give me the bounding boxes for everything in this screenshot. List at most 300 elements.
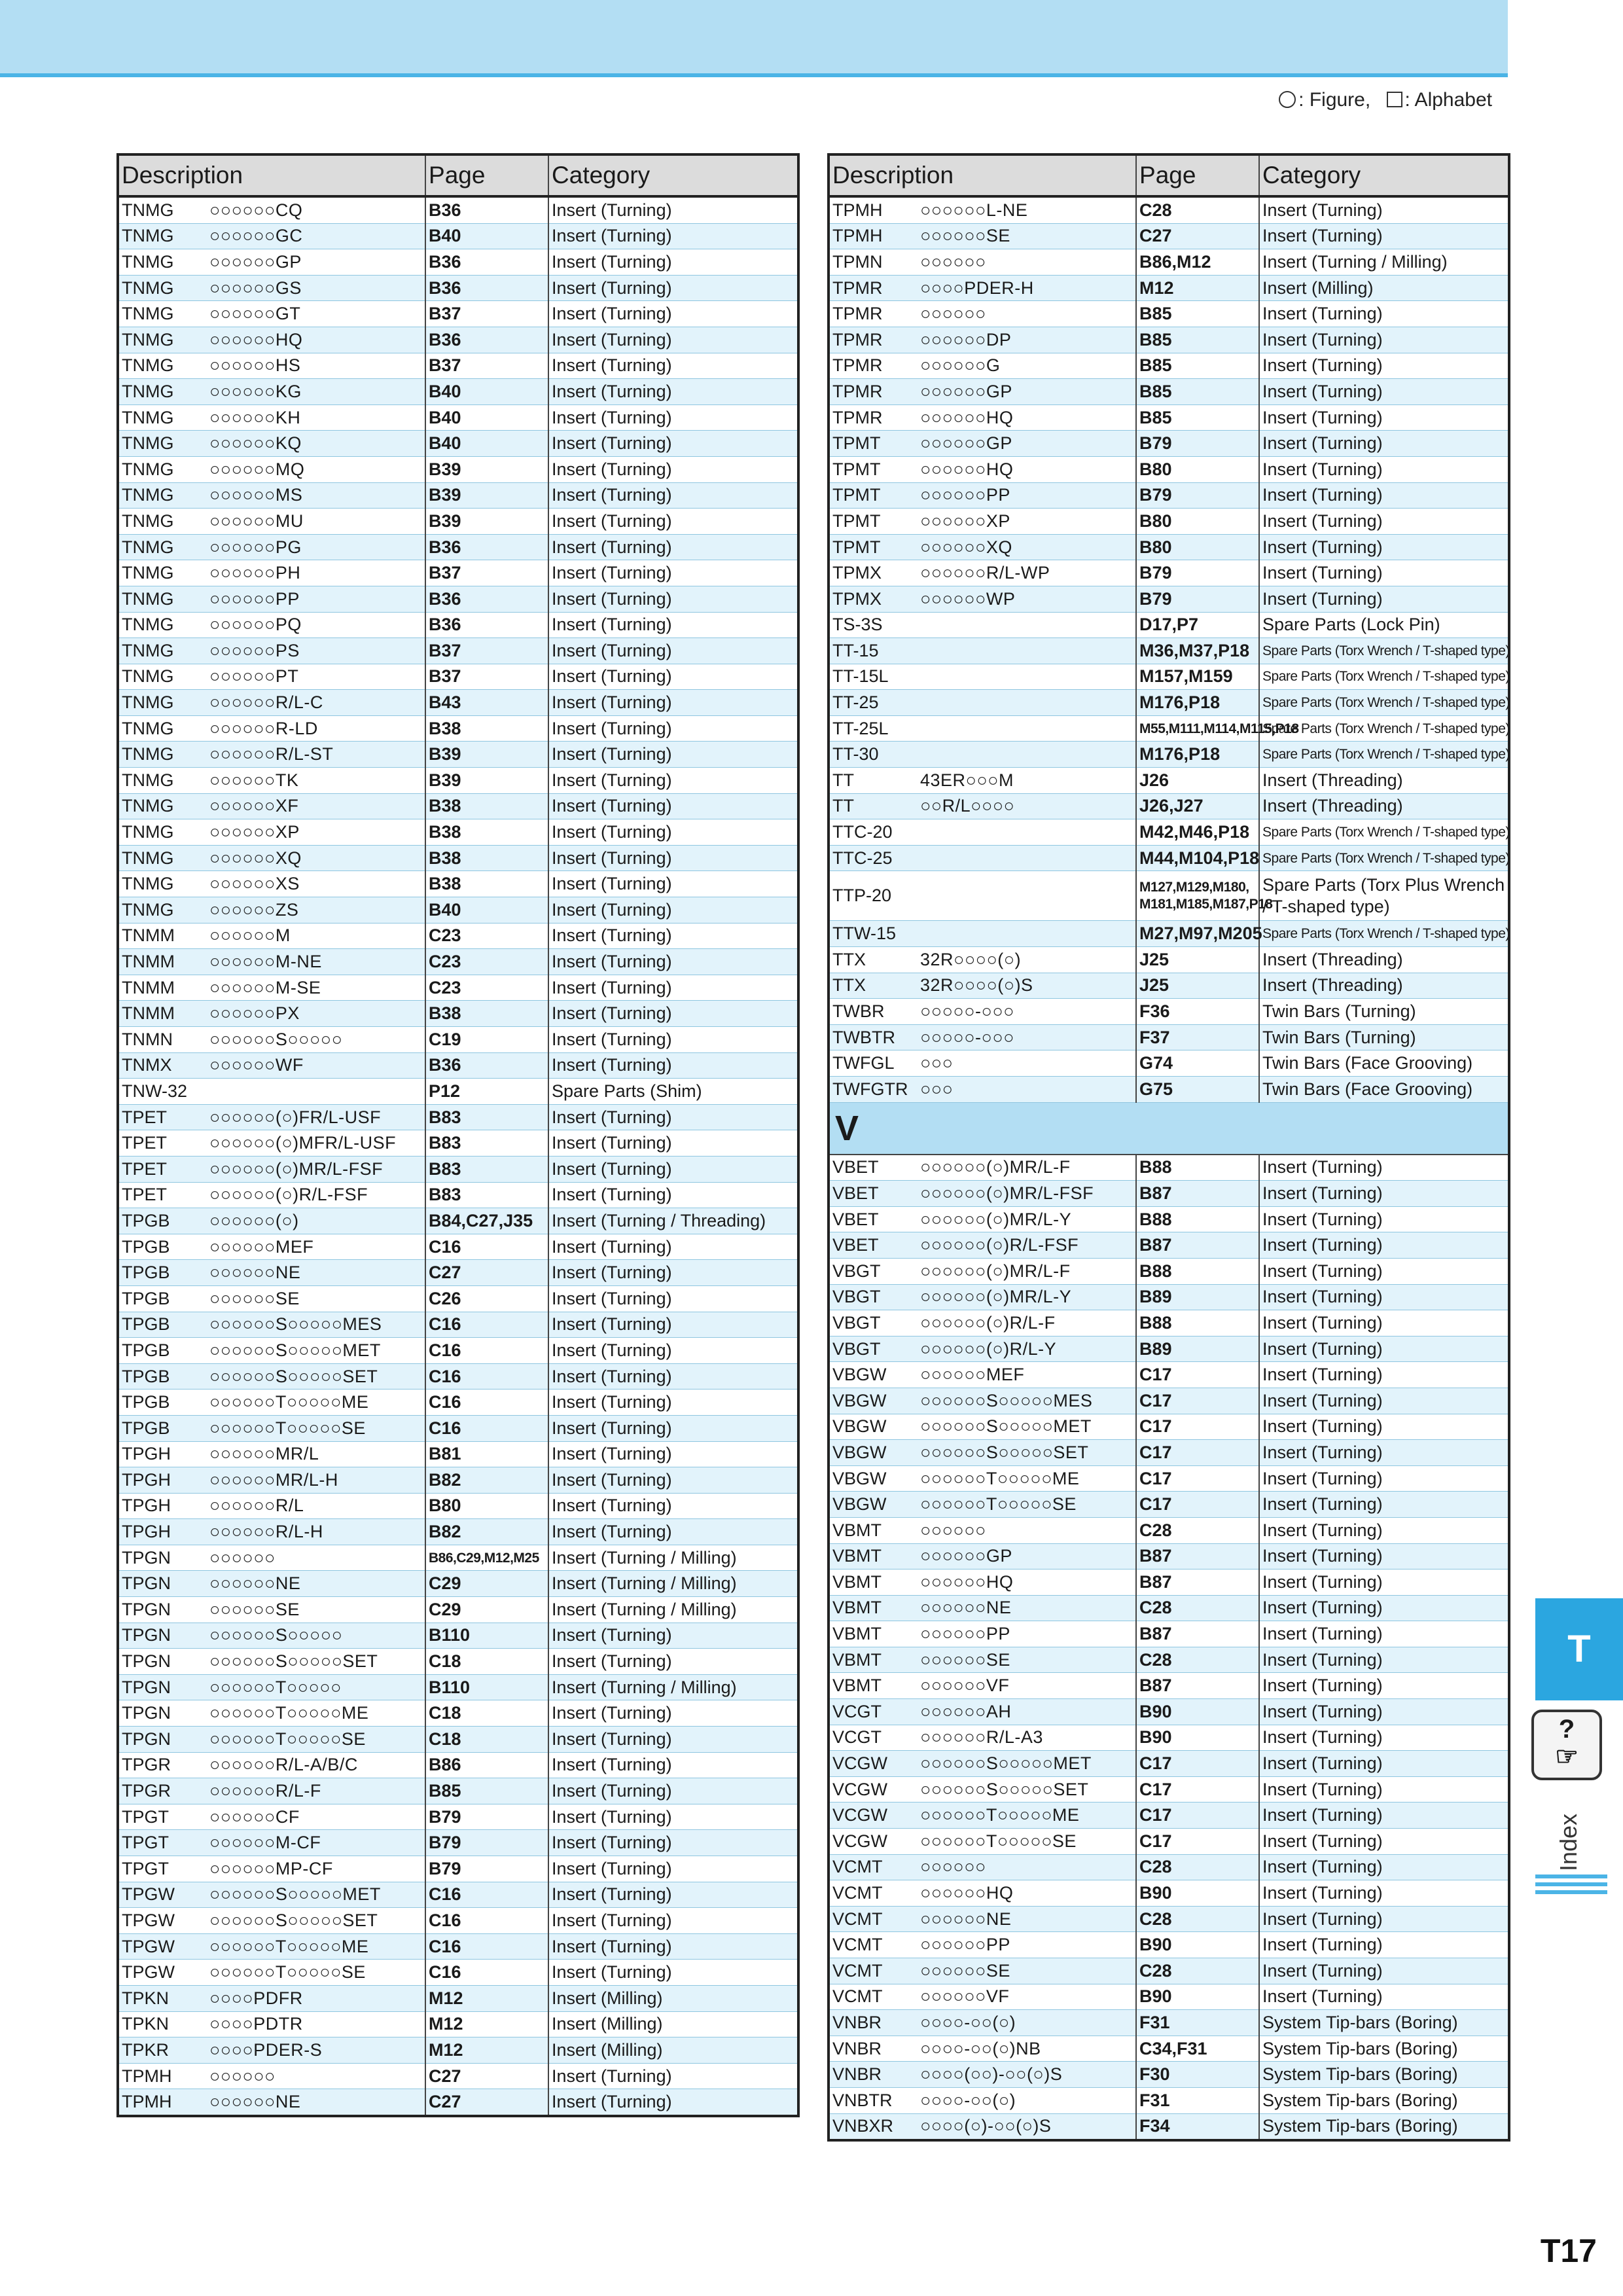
item-page: C29 (425, 1571, 548, 1597)
table-row (829, 1492, 1509, 1518)
table-row (829, 2113, 1509, 2140)
header-description: Description (118, 154, 425, 196)
item-suffix: ○○○○○○ (920, 1517, 1136, 1543)
item-code: VBGW (829, 1414, 920, 1440)
item-code: VBET (829, 1206, 920, 1232)
item-suffix: ○○○○○○CQ (209, 196, 425, 223)
item-suffix: ○○○○○○(○)FR/L-USF (209, 1104, 425, 1130)
item-suffix: ○○○○○○ZS (209, 897, 425, 924)
legend-alphabet: : Alphabet (1404, 89, 1492, 111)
item-page: C28 (1136, 1958, 1259, 1984)
item-suffix: ○○○○○○SE (920, 1647, 1136, 1673)
help-icon[interactable] (1531, 1710, 1602, 1780)
table-row (118, 431, 798, 457)
item-code: TNMM (118, 949, 209, 975)
item-page: G74 (1136, 1050, 1259, 1077)
item-page: B79 (1136, 482, 1259, 509)
item-suffix: ○○○○○○GP (920, 1543, 1136, 1570)
item-code: TNMG (118, 845, 209, 871)
item-suffix: ○○○○○○ (209, 2063, 425, 2089)
table-row (118, 742, 798, 768)
item-category: Spare Parts (Torx Wrench / T-shaped type) (1259, 742, 1509, 768)
item-category: Insert (Turning) (1259, 1699, 1509, 1725)
item-suffix: ○○○○○○S○○○○○SET (920, 1776, 1136, 1803)
item-page: B39 (425, 482, 548, 509)
table-row (118, 1390, 798, 1416)
item-page: C28 (1136, 1854, 1259, 1880)
header-band (0, 0, 1508, 73)
item-category: Spare Parts (Torx Wrench / T-shaped type) (1259, 715, 1509, 742)
item-suffix: ○○○○○○R/L-C (209, 690, 425, 716)
item-page: B83 (425, 1156, 548, 1182)
item-category: Spare Parts (Torx Wrench / T-shaped type) (1259, 921, 1509, 947)
item-code: TPGH (118, 1441, 209, 1467)
item-category: Insert (Turning) (1259, 1854, 1509, 1880)
table-row (829, 1465, 1509, 1492)
item-suffix: ○○R/L○○○○ (920, 793, 1136, 819)
item-category: Spare Parts (Lock Pin) (1259, 612, 1509, 638)
item-code: VBGT (829, 1310, 920, 1336)
table-row (829, 973, 1509, 999)
item-code: TNMG (118, 897, 209, 924)
table-row (118, 404, 798, 431)
item-suffix: ○○○○○○PG (209, 534, 425, 560)
table-row (118, 949, 798, 975)
circle-icon (1279, 91, 1296, 108)
item-code: TPGN (118, 1674, 209, 1700)
item-page: B84,C27,J35 (425, 1208, 548, 1234)
item-page: C18 (425, 1727, 548, 1753)
item-category: Insert (Threading) (1259, 768, 1509, 794)
item-page: C29 (425, 1597, 548, 1623)
table-row (829, 921, 1509, 947)
item-code: TS-3S (829, 612, 920, 638)
item-page: B38 (425, 845, 548, 871)
table-row (829, 1517, 1509, 1543)
item-code: VNBR (829, 2036, 920, 2062)
item-page: B85 (425, 1778, 548, 1804)
item-page: C16 (425, 1312, 548, 1338)
item-category: Insert (Turning) (1259, 1284, 1509, 1310)
item-page: B36 (425, 275, 548, 301)
section-letter: V (829, 1102, 1509, 1155)
item-suffix: ○○○○(○)-○○(○)S (920, 2113, 1136, 2140)
item-suffix: ○○○○○○ (920, 301, 1136, 327)
item-code: TT-25 (829, 690, 920, 716)
item-page: C16 (425, 1960, 548, 1986)
item-category: Insert (Turning) (1259, 482, 1509, 509)
item-category: Spare Parts (Torx Wrench / T-shaped type) (1259, 638, 1509, 664)
item-page: B36 (425, 196, 548, 223)
table-row (829, 379, 1509, 405)
table-row (118, 1130, 798, 1157)
table-row (829, 947, 1509, 973)
table-row (118, 1933, 798, 1960)
item-page: B88 (1136, 1206, 1259, 1232)
item-page: G75 (1136, 1077, 1259, 1103)
item-code: TPGB (118, 1338, 209, 1364)
item-suffix: ○○○○○○GC (209, 223, 425, 249)
item-category: Insert (Turning) (548, 1752, 798, 1778)
item-code: TPMH (829, 223, 920, 249)
item-category: Insert (Turning) (548, 1363, 798, 1390)
item-code: TT (829, 793, 920, 819)
table-row (829, 819, 1509, 846)
item-suffix: ○○○○○○(○)MR/L-FSF (920, 1181, 1136, 1207)
item-code: TPGN (118, 1700, 209, 1727)
item-suffix: ○○○○PDER-S (209, 2037, 425, 2064)
table-row (118, 612, 798, 638)
item-page: C16 (425, 1933, 548, 1960)
item-code: TTC-20 (829, 819, 920, 846)
section-tab-t[interactable]: T (1535, 1598, 1623, 1700)
item-page: B36 (425, 612, 548, 638)
item-code: TNMM (118, 975, 209, 1001)
item-page: B81 (425, 1441, 548, 1467)
item-code: TPGW (118, 1908, 209, 1934)
item-code: TPGB (118, 1390, 209, 1416)
table-row (829, 742, 1509, 768)
item-suffix: ○○○○○○VF (920, 1984, 1136, 2010)
item-code: TPGB (118, 1285, 209, 1312)
item-code: TNMG (118, 275, 209, 301)
table-header-row (118, 154, 798, 196)
table-row (118, 768, 798, 794)
item-category: Insert (Turning) (548, 456, 798, 482)
item-suffix: ○○○○○○SE (209, 1597, 425, 1623)
item-suffix: ○○○○○○T○○○○○ME (920, 1465, 1136, 1492)
item-code: TNMG (118, 715, 209, 742)
item-code: TTP-20 (829, 871, 920, 921)
table-row (118, 379, 798, 405)
item-code: TPGB (118, 1208, 209, 1234)
table-row (829, 999, 1509, 1025)
item-suffix: 32R○○○○(○) (920, 947, 1136, 973)
item-page: M12 (425, 2011, 548, 2037)
header-band-line (0, 73, 1508, 77)
table-row (118, 1156, 798, 1182)
item-suffix: 32R○○○○(○)S (920, 973, 1136, 999)
item-code: TNMG (118, 871, 209, 897)
item-code: TPGN (118, 1727, 209, 1753)
item-suffix: ○○○○○○MQ (209, 456, 425, 482)
item-code: TNMG (118, 431, 209, 457)
table-row (118, 456, 798, 482)
item-suffix: ○○○○○○VF (920, 1673, 1136, 1699)
item-page: B36 (425, 327, 548, 353)
table-row (829, 1880, 1509, 1907)
item-page: C17 (1136, 1776, 1259, 1803)
table-row (829, 690, 1509, 716)
item-category: Insert (Turning) (548, 379, 798, 405)
item-category: Insert (Turning) (548, 1441, 798, 1467)
item-code: VCMT (829, 1932, 920, 1958)
pointing-hand-icon: ☞ (1555, 1742, 1578, 1771)
item-suffix: ○○○○○○PP (209, 586, 425, 612)
item-suffix: ○○○○○○T○○○○○ME (209, 1700, 425, 1727)
item-category: Insert (Turning) (548, 2063, 798, 2089)
item-category: Insert (Turning) (1259, 1829, 1509, 1855)
item-category: Insert (Turning) (548, 1260, 798, 1286)
item-page: B43 (425, 690, 548, 716)
item-category: Insert (Turning) (1259, 509, 1509, 535)
item-suffix: ○○○○○○R/L-ST (209, 742, 425, 768)
item-page: C17 (1136, 1440, 1259, 1466)
item-page: C27 (1136, 223, 1259, 249)
table-row (118, 1234, 798, 1260)
question-mark: ? (1558, 1715, 1575, 1744)
item-code: TPKN (118, 2011, 209, 2037)
item-code: TPGR (118, 1778, 209, 1804)
item-code: TPGT (118, 1830, 209, 1856)
item-suffix: ○○○○○○SE (209, 1285, 425, 1312)
item-code: TNMG (118, 196, 209, 223)
item-code: VNBR (829, 2062, 920, 2088)
item-code: TNMN (118, 1027, 209, 1053)
item-page: B89 (1136, 1336, 1259, 1362)
item-category: Insert (Turning / Milling) (548, 1571, 798, 1597)
item-page: C27 (425, 2089, 548, 2116)
table-row (118, 2063, 798, 2089)
item-code: TNMX (118, 1052, 209, 1079)
item-suffix: ○○○○○○HQ (920, 456, 1136, 482)
item-category: Insert (Turning) (548, 1027, 798, 1053)
table-row (829, 1336, 1509, 1362)
item-suffix (920, 819, 1136, 846)
item-suffix: ○○○○○○(○)MR/L-Y (920, 1206, 1136, 1232)
table-row (118, 2037, 798, 2064)
table-row (829, 249, 1509, 276)
item-category: Insert (Turning) (1259, 1880, 1509, 1907)
table-row (829, 456, 1509, 482)
header-page: Page (1136, 154, 1259, 196)
item-category: System Tip-bars (Boring) (1259, 2036, 1509, 2062)
table-row (118, 1985, 798, 2011)
item-page: B39 (425, 509, 548, 535)
item-category: Insert (Turning) (548, 819, 798, 846)
item-category: Insert (Milling) (548, 1985, 798, 2011)
table-row (829, 1050, 1509, 1077)
item-code: TPGN (118, 1649, 209, 1675)
table-row (118, 327, 798, 353)
table-row (829, 1751, 1509, 1777)
item-code: TPGW (118, 1882, 209, 1908)
item-code: TPMH (118, 2089, 209, 2116)
item-category: Insert (Turning) (1259, 1232, 1509, 1259)
item-code: TNMG (118, 249, 209, 276)
item-page: F37 (1136, 1024, 1259, 1050)
item-page: D17,P7 (1136, 612, 1259, 638)
table-row (118, 1208, 798, 1234)
item-category: Insert (Turning) (1259, 327, 1509, 353)
item-page: M12 (1136, 275, 1259, 301)
item-page: B79 (1136, 586, 1259, 612)
table-row (118, 353, 798, 379)
item-category: Insert (Turning) (1259, 1776, 1509, 1803)
item-page: C34,F31 (1136, 2036, 1259, 2062)
item-category: Insert (Turning) (1259, 404, 1509, 431)
item-code: TNMG (118, 560, 209, 586)
item-category: Insert (Turning) (1259, 1621, 1509, 1647)
item-suffix: ○○○○-○○(○)NB (920, 2036, 1136, 2062)
item-code: VCMT (829, 1880, 920, 1907)
item-suffix (920, 664, 1136, 690)
table-row (829, 1024, 1509, 1050)
item-suffix (920, 715, 1136, 742)
item-code: TT-15L (829, 664, 920, 690)
item-code: VCGW (829, 1776, 920, 1803)
item-suffix: ○○○○-○○(○) (920, 2010, 1136, 2036)
item-code: TNMG (118, 404, 209, 431)
item-code: VCGW (829, 1803, 920, 1829)
item-suffix: ○○○○○○XP (209, 819, 425, 846)
item-page: C16 (425, 1415, 548, 1441)
item-code: TT-25L (829, 715, 920, 742)
item-page: F36 (1136, 999, 1259, 1025)
item-page: C17 (1136, 1803, 1259, 1829)
table-row (118, 1856, 798, 1882)
item-page: B86 (425, 1752, 548, 1778)
item-code: VCMT (829, 1958, 920, 1984)
item-category: Insert (Turning) (1259, 1725, 1509, 1751)
item-code: TT-15 (829, 638, 920, 664)
table-row (118, 1908, 798, 1934)
item-page: C17 (1136, 1751, 1259, 1777)
table-row (829, 1621, 1509, 1647)
table-row (118, 301, 798, 327)
item-page: B82 (425, 1519, 548, 1545)
item-category: Insert (Turning) (1259, 1155, 1509, 1181)
item-category: Insert (Turning) (548, 1467, 798, 1494)
table-row (829, 1206, 1509, 1232)
table-row (118, 1882, 798, 1908)
item-code: TNMG (118, 379, 209, 405)
item-page: B38 (425, 793, 548, 819)
table-row (829, 1647, 1509, 1673)
item-category: Insert (Turning) (1259, 379, 1509, 405)
table-row (829, 353, 1509, 379)
table-row (118, 715, 798, 742)
item-suffix: ○○○○○○R/L-A3 (920, 1725, 1136, 1751)
item-suffix: ○○○○○○MEF (920, 1362, 1136, 1388)
item-category: Insert (Turning) (548, 1856, 798, 1882)
item-category: Insert (Turning) (548, 1104, 798, 1130)
item-category: Insert (Turning) (1259, 1440, 1509, 1466)
table-row (829, 1776, 1509, 1803)
item-page: B88 (1136, 1310, 1259, 1336)
item-suffix: ○○○○○○(○)R/L-Y (920, 1336, 1136, 1362)
item-code: TNMG (118, 223, 209, 249)
item-page: C17 (1136, 1465, 1259, 1492)
index-stripes (1535, 1874, 1607, 1898)
item-code: TPMX (829, 560, 920, 586)
item-suffix: ○○○○PDTR (209, 2011, 425, 2037)
header-page: Page (425, 154, 548, 196)
item-code: TNMG (118, 534, 209, 560)
item-suffix: ○○○○○○ (920, 249, 1136, 276)
table-row (118, 819, 798, 846)
item-code: TPGT (118, 1856, 209, 1882)
item-code: TT (829, 768, 920, 794)
table-row (829, 2062, 1509, 2088)
table-row (829, 845, 1509, 871)
item-suffix: ○○○○○○S○○○○○MET (920, 1414, 1136, 1440)
item-suffix: ○○○○○○DP (920, 327, 1136, 353)
item-code: TNMG (118, 819, 209, 846)
table-row (829, 2010, 1509, 2036)
item-code: TPMN (829, 249, 920, 276)
item-suffix: ○○○ (920, 1077, 1136, 1103)
item-suffix: ○○○○○○XQ (920, 534, 1136, 560)
item-category: Insert (Turning) (1259, 1336, 1509, 1362)
item-suffix: ○○○○○○(○)MR/L-FSF (209, 1156, 425, 1182)
item-code: TPMR (829, 327, 920, 353)
table-row (829, 1906, 1509, 1932)
item-page: B90 (1136, 1880, 1259, 1907)
item-category: Insert (Turning) (1259, 1595, 1509, 1621)
table-row (829, 275, 1509, 301)
item-category: Spare Parts (Torx Wrench / T-shaped type) (1259, 664, 1509, 690)
item-suffix: ○○○○○○WF (209, 1052, 425, 1079)
item-suffix: ○○○○○○T○○○○○ME (920, 1803, 1136, 1829)
item-suffix: ○○○○○○T○○○○○SE (209, 1960, 425, 1986)
item-suffix: ○○○○○○PP (920, 482, 1136, 509)
item-category: Insert (Turning) (548, 1182, 798, 1208)
table-row (118, 2011, 798, 2037)
table-row (118, 1052, 798, 1079)
item-code: TPGB (118, 1363, 209, 1390)
item-page: B36 (425, 534, 548, 560)
item-code: VBGT (829, 1284, 920, 1310)
item-page: B83 (425, 1182, 548, 1208)
item-suffix: ○○○○○○ (209, 1545, 425, 1571)
table-row (118, 975, 798, 1001)
item-code: VBET (829, 1232, 920, 1259)
item-suffix (920, 612, 1136, 638)
item-category: Insert (Turning) (1259, 196, 1509, 223)
item-suffix: ○○○○○○T○○○○○SE (209, 1415, 425, 1441)
item-suffix: ○○○○○○GT (209, 301, 425, 327)
item-category: Insert (Turning) (548, 1830, 798, 1856)
item-page: M36,M37,P18 (1136, 638, 1259, 664)
table-row (118, 1415, 798, 1441)
table-row (118, 1260, 798, 1286)
item-page: B87 (1136, 1232, 1259, 1259)
item-category: Insert (Turning / Threading) (548, 1208, 798, 1234)
table-row (118, 1001, 798, 1027)
table-row (118, 1623, 798, 1649)
item-code: TPGN (118, 1623, 209, 1649)
table-row (829, 327, 1509, 353)
item-suffix: ○○○○○○AH (920, 1699, 1136, 1725)
table-row (829, 1543, 1509, 1570)
item-suffix: ○○○○○○NE (920, 1595, 1136, 1621)
item-code: TNMG (118, 690, 209, 716)
item-suffix: ○○○○○○(○) (209, 1208, 425, 1234)
item-suffix: ○○○○○○PQ (209, 612, 425, 638)
item-code: VBGW (829, 1362, 920, 1388)
item-code: TNMG (118, 638, 209, 664)
table-row (829, 1284, 1509, 1310)
item-code: TTC-25 (829, 845, 920, 871)
item-category: Insert (Turning / Milling) (1259, 249, 1509, 276)
item-category: Insert (Turning) (548, 223, 798, 249)
table-row (118, 1571, 798, 1597)
item-page: C28 (1136, 1647, 1259, 1673)
item-category: Insert (Milling) (548, 2011, 798, 2037)
table-row (118, 845, 798, 871)
item-code: TPET (118, 1130, 209, 1157)
